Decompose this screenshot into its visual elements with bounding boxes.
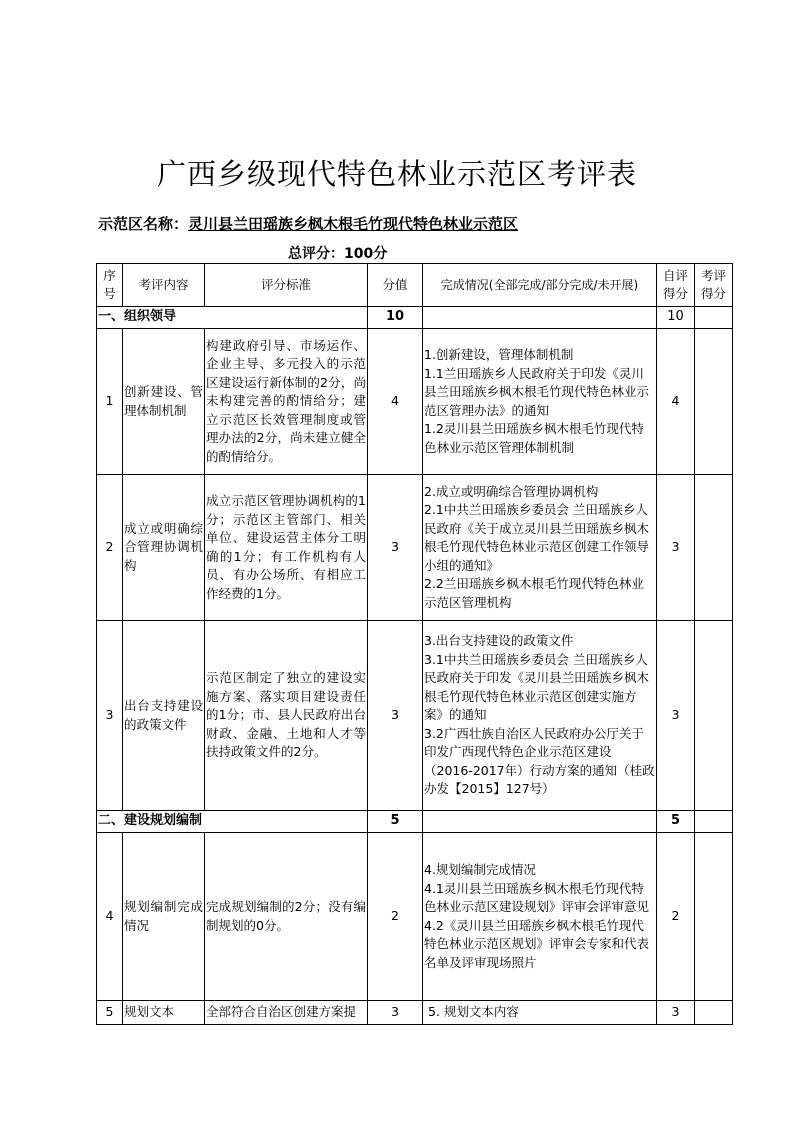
- table-row: [97, 329, 733, 475]
- row-points: 3: [368, 475, 423, 621]
- row-points: 3: [368, 621, 423, 811]
- row-content: 规划文本: [123, 1001, 205, 1025]
- section-review-score: [695, 811, 733, 833]
- row-standard: 成立示范区管理协调机构的1分；示范区主管部门、相关单位、建设运营主体分工明确的1分；有工作机构有人员、有办公场所、有相应工作经费的1分。: [205, 475, 368, 621]
- section-self-score: 10: [657, 307, 695, 329]
- row-completion: 1.创新建设，管理体制机制 1.1兰田瑶族乡人民政府关于印发《灵川县兰田瑶族乡枫木根毛竹现代特色林业示范区管理办法》的通知 1.2灵川县兰田瑶族乡枫木根毛竹现代特色林业示范区管理体制机制: [423, 329, 657, 475]
- section-points: 5: [368, 811, 423, 833]
- header-self-score: 自评得分: [657, 264, 695, 307]
- header-review-score: 考评得分: [695, 264, 733, 307]
- row-self-score: 3: [657, 621, 695, 811]
- section-completion: [423, 307, 657, 329]
- header-points: 分值: [368, 264, 423, 307]
- section-completion: [423, 811, 657, 833]
- header-standard: 评分标准: [205, 264, 368, 307]
- row-completion: 4.规划编制完成情况 4.1灵川县兰田瑶族乡枫木根毛竹现代特色林业示范区建设规划》评审会评审意见 4.2《灵川县兰田瑶族乡枫木根毛竹现代特色林业示范区规划》评审会专家和代表名单及评审现场照片: [423, 833, 657, 1001]
- row-review-score: [695, 329, 733, 475]
- row-self-score: 4: [657, 329, 695, 475]
- section-row: [97, 307, 733, 329]
- row-standard: 构建政府引导、市场运作、企业主导、多元投入的示范区建设运行新体制的2分，尚未构建完善的酌情给分；建立示范区长效管理制度或管理办法的2分，尚未建立健全的酌情给分。: [205, 329, 368, 475]
- table-row: [97, 1001, 733, 1025]
- row-completion: 3.出台支持建设的政策文件 3.1中共兰田瑶族乡委员会 兰田瑶族乡人民政府关于印发《灵川县兰田瑶族乡枫木根毛竹现代特色林业示范区创建实施方案》的通知 3.2广西壮族自治区人民政府办公厅关于印发广西现代特色企业示范区建设（2016-2017年）行动方案的通知（桂政办发【2015】127号）: [423, 621, 657, 811]
- header-content: 考评内容: [123, 264, 205, 307]
- section-label: 一、组织领导: [97, 307, 368, 329]
- row-points: 3: [368, 1001, 423, 1025]
- row-self-score: 3: [657, 475, 695, 621]
- row-points: 4: [368, 329, 423, 475]
- page-title: 广西乡级现代特色林业示范区考评表: [156, 157, 637, 191]
- row-standard: 完成规划编制的2分；没有编制规划的0分。: [205, 833, 368, 1001]
- header-completion: 完成情况(全部完成/部分完成/未开展): [423, 264, 657, 307]
- table-row: [97, 833, 733, 1001]
- demo-area-line: [98, 213, 518, 234]
- section-review-score: [695, 307, 733, 329]
- header-no: 序号: [97, 264, 123, 307]
- demo-area-name: 灵川县兰田瑶族乡枫木根毛竹现代特色林业示范区: [188, 215, 519, 233]
- row-points: 2: [368, 833, 423, 1001]
- section-points: 10: [368, 307, 423, 329]
- row-content: 创新建设、管理体制机制: [123, 329, 205, 475]
- table-row: [97, 475, 733, 621]
- row-standard: 全部符合自治区创建方案提: [205, 1001, 368, 1025]
- row-standard: 示范区制定了独立的建设实施方案、落实项目建设责任的1分；市、县人民政府出台财政、金融、土地和人才等扶持政策文件的2分。: [205, 621, 368, 811]
- row-no: 4: [97, 833, 123, 1001]
- row-content: 出台支持建设的政策文件: [123, 621, 205, 811]
- row-completion: 5. 规划文本内容: [423, 1001, 657, 1025]
- row-self-score: 2: [657, 833, 695, 1001]
- row-content: 规划编制完成情况: [123, 833, 205, 1001]
- row-review-score: [695, 475, 733, 621]
- row-review-score: [695, 833, 733, 1001]
- evaluation-table: [96, 263, 733, 1025]
- row-no: 2: [97, 475, 123, 621]
- header-row: [97, 264, 733, 307]
- row-review-score: [695, 621, 733, 811]
- row-no: 1: [97, 329, 123, 475]
- section-label: 二、建设规划编制: [97, 811, 368, 833]
- row-self-score: 3: [657, 1001, 695, 1025]
- demo-area-label: 示范区名称：: [98, 215, 189, 233]
- row-completion: 2.成立或明确综合管理协调机构 2.1中共兰田瑶族乡委员会 兰田瑶族乡人民政府《关于成立灵川县兰田瑶族乡枫木根毛竹现代特色林业示范区创建工作领导小组的通知》 2.2兰田瑶族乡枫木根毛竹现代特色林业示范区管理机构: [423, 475, 657, 621]
- row-no: 3: [97, 621, 123, 811]
- row-content: 成立或明确综合管理协调机构: [123, 475, 205, 621]
- section-row: [97, 811, 733, 833]
- table-row: [97, 621, 733, 811]
- section-self-score: 5: [657, 811, 695, 833]
- total-score: 总评分：100分: [288, 246, 388, 262]
- row-review-score: [695, 1001, 733, 1025]
- row-no: 5: [97, 1001, 123, 1025]
